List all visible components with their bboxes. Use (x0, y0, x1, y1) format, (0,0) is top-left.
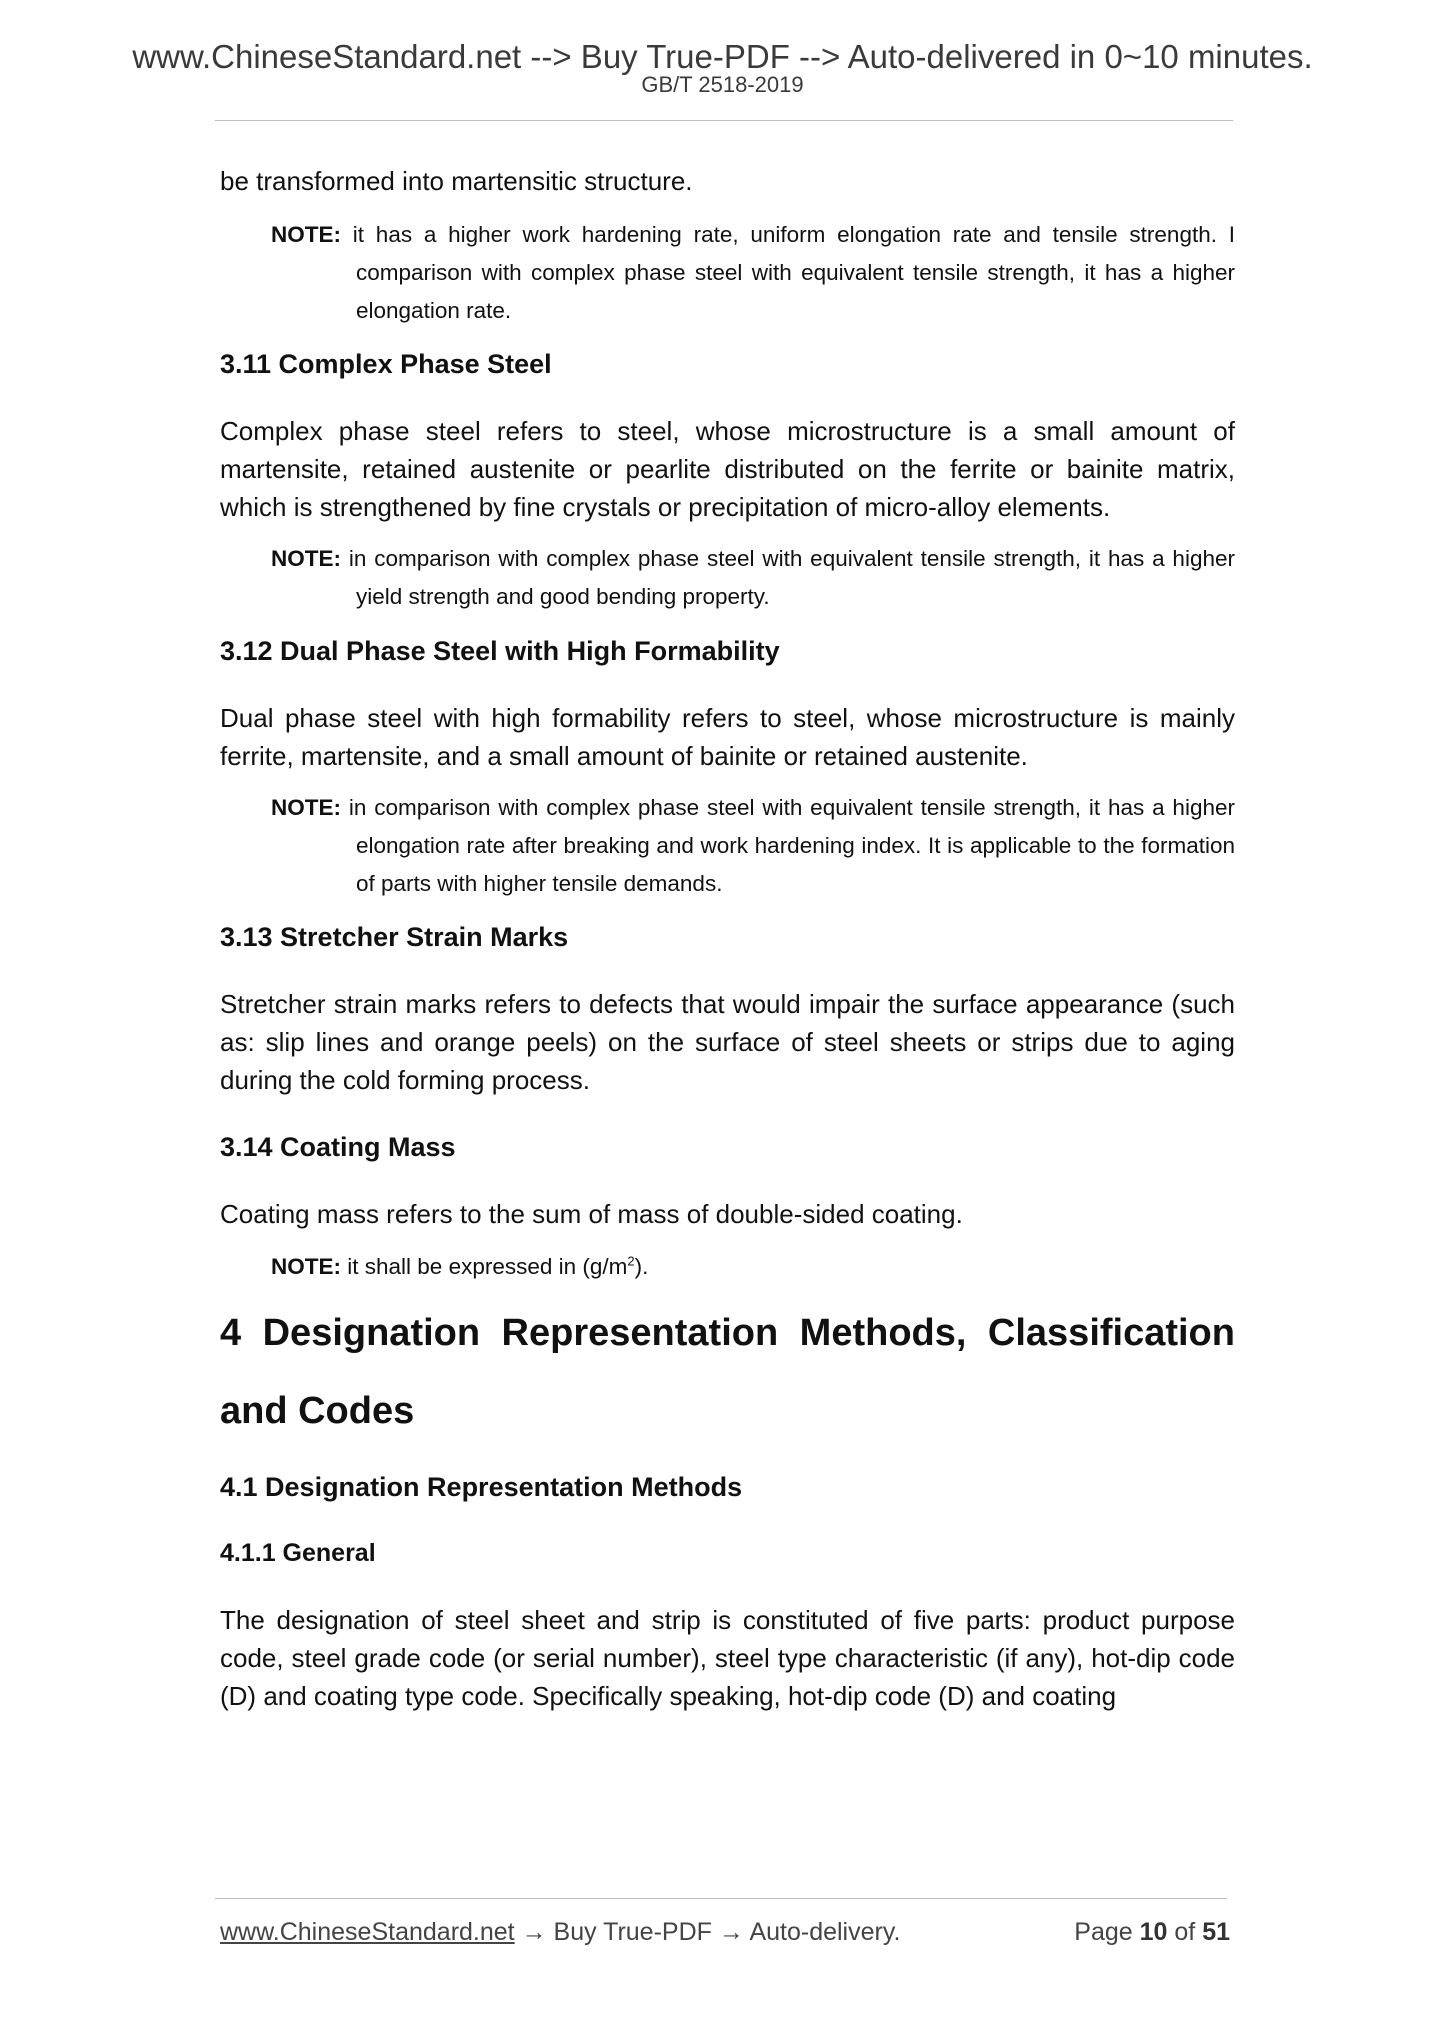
paragraph-3-14: Coating mass refers to the sum of mass of double-sided coating. (220, 1199, 963, 1229)
note-text: in comparison with complex phase steel with equivalent tensile strength, it has a higher elongation rate after breaking and work hardening index. It is applicable to the formation of parts with higher tensile demands. (348, 795, 1235, 896)
note-3-10 (271, 216, 1235, 330)
heading-4-1-1: 4.1.1 General (220, 1539, 376, 1567)
note-label: NOTE: (271, 222, 341, 247)
buy-text: Buy True-PDF (553, 1918, 712, 1946)
note-3-14 (271, 1248, 1235, 1286)
heading-3-14: 3.14 Coating Mass (220, 1132, 456, 1162)
website-link[interactable]: www.ChineseStandard.net (220, 1918, 515, 1946)
paragraph-4-1-1: The designation of steel sheet and strip is constituted of five parts: product purpose code, steel grade code (or serial number), steel type characteristic (if any), hot-dip code (D) and coating type code. Specifically speaking, hot-dip code (D) and coating (220, 1605, 1235, 1711)
note-label: NOTE: (271, 795, 341, 820)
top-banner: www.ChineseStandard.net --> Buy True-PDF --> Auto-delivered in 0~10 minutes. (132, 38, 1313, 75)
page-label: Page (1074, 1918, 1133, 1946)
delivery-text: Auto-delivery. (749, 1918, 901, 1946)
footer-links (220, 1918, 900, 1947)
superscript: 2 (627, 1253, 635, 1269)
note-label: NOTE: (271, 1254, 341, 1279)
note-text: it has a higher work hardening rate, uniform elongation rate and tensile strength. I comparison with complex phase steel with equivalent tensile strength, it has a higher elongation rate. (352, 222, 1235, 323)
total-pages: 51 (1202, 1918, 1230, 1946)
heading-3-12: 3.12 Dual Phase Steel with High Formability (220, 636, 780, 666)
note-3-11 (271, 540, 1235, 616)
heading-4-1: 4.1 Designation Representation Methods (220, 1472, 743, 1502)
arrow-icon: → (521, 1918, 547, 1946)
intro-paragraph: be transformed into martensitic structure. (220, 166, 693, 196)
paragraph-3-13: Stretcher strain marks refers to defects that would impair the surface appearance (such as: slip lines and orange peels) on the surface of steel sheets or strips due to aging during the cold forming process. (220, 989, 1235, 1095)
of-label: of (1174, 1918, 1196, 1946)
document-id: GB/T 2518-2019 (641, 72, 804, 97)
note-label: NOTE: (271, 546, 341, 571)
note-text: it shall be expressed in $(g/m^2)$. (347, 1253, 649, 1279)
heading-3-11: 3.11 Complex Phase Steel (220, 349, 552, 379)
note-3-12 (271, 789, 1235, 903)
page-number: 10 (1139, 1918, 1168, 1946)
footer-divider (215, 1898, 1227, 1899)
paragraph-3-11: Complex phase steel refers to steel, whose microstructure is a small amount of martensite, retained austenite or pearlite distributed on the ferrite or bainite matrix, which is strengthened by fine crystals or precipitation of micro-alloy elements. (220, 416, 1235, 522)
note-text: in comparison with complex phase steel with equivalent tensile strength, it has a higher yield strength and good bending property. (348, 546, 1235, 609)
heading-4: 4 Designation Representation Methods, Classification and Codes (220, 1312, 1235, 1432)
heading-3-13: 3.13 Stretcher Strain Marks (220, 922, 569, 952)
paragraph-3-12: Dual phase steel with high formability refers to steel, whose microstructure is mainly ferrite, martensite, and a small amount of bainite or retained austenite. (220, 703, 1235, 771)
header-divider (215, 120, 1233, 121)
page-indicator (1074, 1918, 1230, 1947)
page-content (220, 162, 1235, 1715)
arrow-icon: → (718, 1918, 744, 1946)
